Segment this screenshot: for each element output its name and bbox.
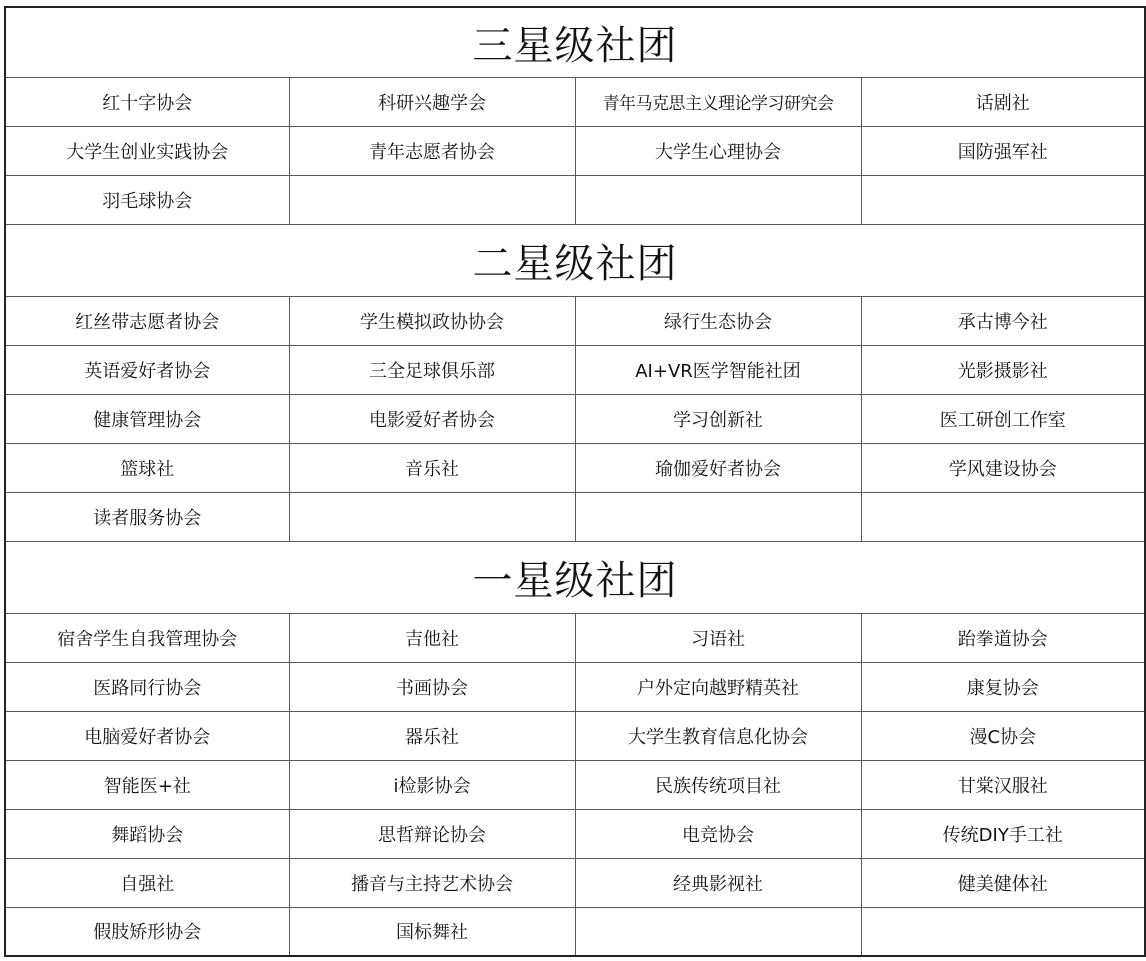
club-name-cell: 青年志愿者协会 [289, 126, 575, 175]
one-star-title-row [5, 541, 1145, 613]
club-name-cell: 医路同行协会 [5, 662, 289, 711]
club-name-cell: 电竞协会 [575, 809, 861, 858]
club-name-cell: 承古博今社 [861, 296, 1145, 345]
table-row [5, 296, 1145, 345]
club-name-cell: 跆拳道协会 [861, 613, 1145, 662]
table-row [5, 662, 1145, 711]
empty-cell [575, 492, 861, 541]
empty-cell [289, 492, 575, 541]
club-name-cell: 读者服务协会 [5, 492, 289, 541]
club-name-cell: 健康管理协会 [5, 394, 289, 443]
club-name-cell: 光影摄影社 [861, 345, 1145, 394]
club-name-cell: 青年马克思主义理论学习研究会 [575, 77, 861, 126]
empty-cell [861, 175, 1145, 224]
club-name-cell: 智能医+社 [5, 760, 289, 809]
club-name-cell: 思哲辩论协会 [289, 809, 575, 858]
club-name-cell: 学风建设协会 [861, 443, 1145, 492]
club-name-cell: 英语爱好者协会 [5, 345, 289, 394]
club-name-cell: 科研兴趣学会 [289, 77, 575, 126]
club-name-cell: 大学生心理协会 [575, 126, 861, 175]
club-name-cell: 医工研创工作室 [861, 394, 1145, 443]
club-name-cell: 瑜伽爱好者协会 [575, 443, 861, 492]
club-name-cell: 国防强军社 [861, 126, 1145, 175]
club-name-cell: 播音与主持艺术协会 [289, 858, 575, 907]
club-name-cell: 民族传统项目社 [575, 760, 861, 809]
club-name-cell: 甘棠汉服社 [861, 760, 1145, 809]
club-name-cell: 习语社 [575, 613, 861, 662]
club-name-cell: 大学生创业实践协会 [5, 126, 289, 175]
empty-cell [575, 907, 861, 956]
table-row [5, 443, 1145, 492]
club-name-cell: 漫C协会 [861, 711, 1145, 760]
table-row [5, 175, 1145, 224]
club-name-cell: 户外定向越野精英社 [575, 662, 861, 711]
table-row [5, 760, 1145, 809]
table-row [5, 345, 1145, 394]
club-name-cell: 自强社 [5, 858, 289, 907]
club-name-cell: 假肢矫形协会 [5, 907, 289, 956]
table-row [5, 126, 1145, 175]
club-name-cell: 红十字协会 [5, 77, 289, 126]
club-name-cell: 电脑爱好者协会 [5, 711, 289, 760]
club-name-cell: 音乐社 [289, 443, 575, 492]
club-name-cell: 国标舞社 [289, 907, 575, 956]
club-name-cell: 绿行生态协会 [575, 296, 861, 345]
club-name-cell: 红丝带志愿者协会 [5, 296, 289, 345]
club-name-cell: 经典影视社 [575, 858, 861, 907]
two-star-title-row [5, 224, 1145, 296]
table-row [5, 613, 1145, 662]
club-rating-table [4, 6, 1146, 957]
table-row [5, 711, 1145, 760]
three-star-title-row [5, 7, 1145, 77]
club-name-cell: 话剧社 [861, 77, 1145, 126]
club-name-cell: 羽毛球协会 [5, 175, 289, 224]
empty-cell [861, 907, 1145, 956]
empty-cell [289, 175, 575, 224]
table-row [5, 907, 1145, 956]
three-star-section-title: 三星级社团 [5, 7, 1145, 77]
club-name-cell: 三全足球俱乐部 [289, 345, 575, 394]
table-row [5, 809, 1145, 858]
club-name-cell: 宿舍学生自我管理协会 [5, 613, 289, 662]
club-name-cell: i检影协会 [289, 760, 575, 809]
table-row [5, 394, 1145, 443]
club-name-cell: 篮球社 [5, 443, 289, 492]
club-name-cell: 书画协会 [289, 662, 575, 711]
club-name-cell: 电影爱好者协会 [289, 394, 575, 443]
club-name-cell: 舞蹈协会 [5, 809, 289, 858]
club-name-cell: AI+VR医学智能社团 [575, 345, 861, 394]
club-name-cell: 学生模拟政协协会 [289, 296, 575, 345]
table-row [5, 77, 1145, 126]
club-name-cell: 康复协会 [861, 662, 1145, 711]
club-name-cell: 传统DIY手工社 [861, 809, 1145, 858]
two-star-section-title: 二星级社团 [5, 224, 1145, 296]
table-row [5, 492, 1145, 541]
club-name-cell: 器乐社 [289, 711, 575, 760]
club-name-cell: 大学生教育信息化协会 [575, 711, 861, 760]
table-row [5, 858, 1145, 907]
empty-cell [575, 175, 861, 224]
club-name-cell: 吉他社 [289, 613, 575, 662]
club-table-body [5, 7, 1145, 956]
club-name-cell: 学习创新社 [575, 394, 861, 443]
empty-cell [861, 492, 1145, 541]
one-star-section-title: 一星级社团 [5, 541, 1145, 613]
club-name-cell: 健美健体社 [861, 858, 1145, 907]
